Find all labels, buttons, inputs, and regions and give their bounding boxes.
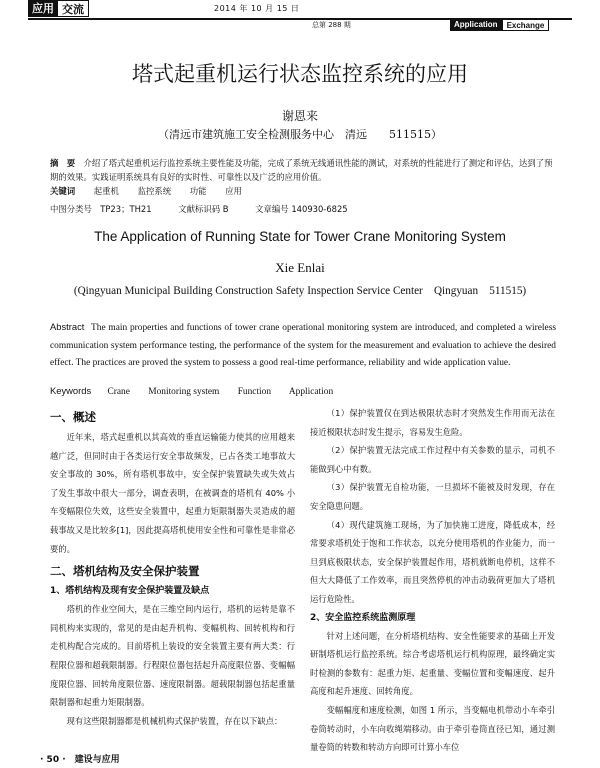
abstract-cn [50,156,556,184]
abstract-en-label: Abstract [50,321,85,332]
keyword-en: Crane [107,387,130,397]
keyword-en: Function [237,387,272,397]
keyword-en: Monitoring system [148,387,220,397]
list-item: （1）保护装置仅在到达极限状态时才突然发生作用而无法在接近极限状态时发生提示，容易发生危险。 [310,408,555,437]
keywords-cn [50,185,258,197]
publication-date: 2014 年 10 月 15 日 [214,4,300,13]
section-tag-part2: 交流 [58,0,89,17]
issue-number: 总第 288 期 [312,21,351,29]
article-number: 文章编号 140930-6825 [255,204,348,214]
keyword-cn: 功能 [189,186,207,196]
list-item: （2）保护装置无法完成工作过程中有关参数的显示，司机不能做到心中有数。 [310,445,555,474]
body-column-right [310,404,555,757]
paragraph: 近年来，塔式起重机以其高效的垂直运输能力使其的应用越来越广泛，但同时由于各类运行安全事故频发，已占各类工地事故大安全事故的 30%，所有塔机事故中，安全保护装置缺失或失效占了发生事故中很大一部分，调查表明，在被调查的塔机有 40% 小车变幅限位失效，这些安全装置中，起重力矩限制器失灵造成的超载事故又是比较多[1]，因此提高塔机使用安全性和可靠性是非常必要的。 [50,432,295,554]
list-item: （4）现代建筑施工现场，为了加快施工进度，降低成本，经常要求塔机处于饱和工作状态，以充分使用塔机的作业能力，而一旦到底极限状态，安全保护装置起作用，塔机就断电停机，这样不但大大降低了工作效率，而且突然停机的冲击动载荷更加大了塔机运行危险性。 [310,519,555,604]
section-heading: 二、塔机结构及安全保护装置 [50,564,200,579]
keywords-en [50,385,349,397]
paper-title-cn: 塔式起重机运行状态监控系统的应用 [132,62,468,86]
affiliation-cn: （清远市建筑施工安全检测服务中心 清远 511515） [158,128,442,141]
abstract-cn-text: 介绍了塔式起重机运行监控系统主要性能及功能，完成了系统无线通讯性能的测试，对系统的性能进行了测定和评估，达到了预期的效果。实践证明系统具有良好的实时性、可靠性以及广泛的应用价值。 [50,158,553,182]
clc-number: 中图分类号 TP23；TH21 [50,204,152,214]
abstract-cn-label: 摘 要 [50,158,76,168]
keyword-cn: 起重机 [93,186,119,196]
page-footer: · 50 · 建设与应用 [40,755,129,765]
body-column-left [50,404,295,730]
keyword-cn: 监控系统 [137,186,172,196]
column-badge [450,18,549,31]
affiliation-en: (Qingyuan Municipal Building Construction Safety Inspection Service Center Qingyuan 511515) [73,285,527,297]
paragraph: 塔机的作业空间大，是在三维空间内运行，塔机的运转是靠不同机构来实现的，常见的是由起升机构、变幅机构、回转机构和行走机构配合完成的。目前塔机上装设的安全装置主要有两大类：行程限位器和超载限制器。行程限位器包括起升高度限位器、变幅幅度限位器、回转角度限位器、速度限制器。超载限制器包括起重量限制器和起重力矩限制器。 [50,604,295,708]
author-cn: 谢恩来 [281,109,318,123]
abstract-en [50,318,556,373]
keywords-en-label: Keywords [50,385,92,396]
classification-line [50,203,372,215]
column-badge-part2: Exchange [502,18,550,31]
keyword-en: Application [288,387,334,397]
list-item: （3）保护装置无自检功能，一旦损坏不能被及时发现，存在安全隐患问题。 [310,482,555,511]
column-badge-part1: Application [450,18,502,31]
section-heading: 一、概述 [50,410,96,424]
subsection-heading: 2、安全监控系统监测原理 [310,612,416,623]
paragraph: 现有这些限制器都是机械机构式保护装置，存在以下缺点： [66,715,283,726]
document-code: 文献标识码 B [178,204,229,214]
subsection-heading: 1、塔机结构及现有安全保护装置及缺点 [50,586,210,597]
paragraph: 针对上述问题，在分析塔机结构、安全性能要求的基础上开发研制塔机运行监控系统。综合考虑塔机运行机构原理，最终确定实时检测的参数有：起重力矩、起重量、变幅位置和变幅速度、起升高度和起升速度、回转角度。 [310,630,555,697]
section-tag-part1: 应用 [28,0,58,17]
author-en: Xie Enlai [275,260,325,275]
section-tag [28,0,89,17]
keywords-cn-label: 关键词 [50,186,76,196]
paper-title-en: The Application of Running State for Tower Crane Monitoring System [94,229,506,244]
keyword-cn: 应用 [225,186,242,196]
abstract-en-text: The main properties and functions of tower crane operational monitoring system are introduced, and completed a wireless communication system performance testing, the performance of the system for the measurement and evaluation to achieve the desired effect. The practices are proved the system to possess a good real-time performance, reliability and wide application value. [50,323,556,368]
paragraph: 变幅幅度和速度检测，如图 1 所示，当变幅电机带动小车牵引卷筒转动时，小车向收绳端移动。由于牵引卷筒直径已知，通过测量卷筒的转数和转动方向即可计算小车位 [310,704,555,753]
